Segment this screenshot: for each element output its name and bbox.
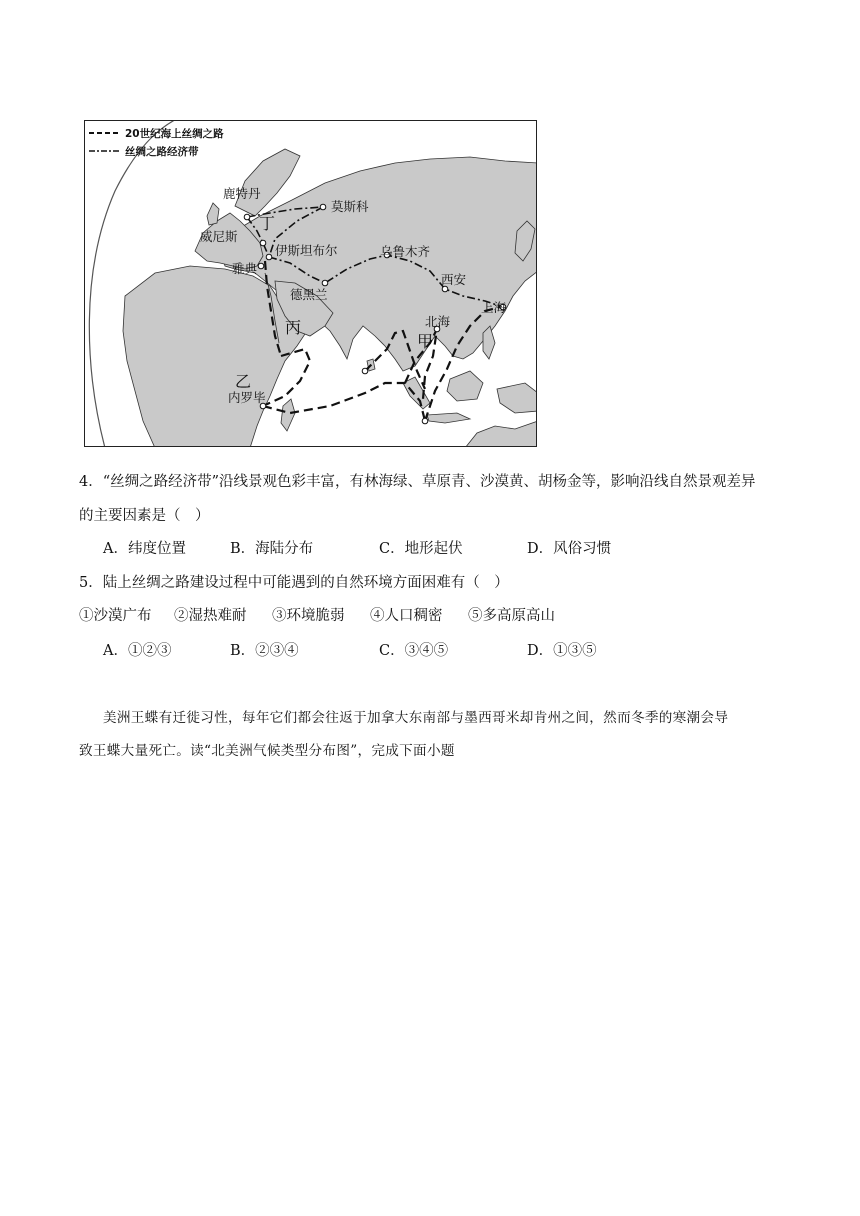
map-svg	[85, 121, 537, 447]
q4-stem-line1: 4．“丝绸之路经济带”沿线景观色彩丰富，有林海绿、草原青、沙漠黄、胡杨金等，影响沿线自然景观差异	[79, 474, 756, 490]
java-land	[427, 413, 470, 423]
label-urumqi: 乌鲁木齐	[380, 244, 431, 259]
label-shanghai: 上海	[481, 300, 507, 315]
marker-jia: 甲	[417, 332, 434, 351]
q4-options	[103, 539, 663, 559]
dot-tehran	[322, 280, 328, 286]
legend-land-label: 丝绸之路经济带	[125, 146, 199, 158]
label-rotterdam: 鹿特丹	[223, 186, 261, 201]
dot-istanbul	[266, 254, 272, 260]
britain-land	[207, 203, 219, 225]
q4-option-c[interactable]: C．地形起伏	[379, 541, 463, 557]
marker-yi: 乙	[235, 372, 252, 391]
australia-land	[465, 421, 537, 447]
label-istanbul: 伊斯坦布尔	[275, 243, 338, 258]
dot-jakarta	[422, 418, 428, 424]
label-moscow: 莫斯科	[331, 199, 369, 214]
q4-option-a[interactable]: A．纬度位置	[103, 541, 186, 557]
q5-item-1: ①沙漠广布	[79, 608, 152, 624]
q5-items	[79, 606, 599, 626]
q4-option-b[interactable]: B．海陆分布	[230, 541, 314, 557]
marker-ding: 丁	[259, 214, 276, 233]
q5-option-b[interactable]: B．②③④	[230, 643, 299, 659]
dot-venice	[260, 240, 266, 246]
q5-item-3: ③环境脆弱	[272, 608, 345, 624]
q4-stem-line2: 的主要因素是（ ）	[79, 508, 210, 524]
label-athens: 雅典	[232, 261, 258, 276]
q5-item-5: ⑤多高原高山	[468, 608, 555, 624]
q5-options	[103, 641, 663, 661]
label-nairobi: 内罗毕	[228, 390, 266, 405]
passage-line2: 致王蝶大量死亡。读“北美洲气候类型分布图”，完成下面小题	[79, 743, 455, 759]
silk-road-map	[84, 120, 537, 447]
q5-item-2: ②湿热难耐	[174, 608, 247, 624]
borneo-land	[447, 371, 483, 401]
dot-moscow	[320, 204, 326, 210]
q5-option-c[interactable]: C．③④⑤	[379, 643, 449, 659]
dot-xian	[442, 286, 448, 292]
dot-athens	[258, 263, 264, 269]
label-tehran: 德黑兰	[290, 287, 328, 302]
q4-option-d[interactable]: D．风俗习惯	[527, 541, 612, 557]
q5-item-4: ④人口稠密	[370, 608, 443, 624]
q5-option-a[interactable]: A．①②③	[103, 643, 172, 659]
q5-option-d[interactable]: D．①③⑤	[527, 643, 597, 659]
sumatra-land	[403, 377, 430, 409]
dot-colombo	[362, 368, 368, 374]
label-xian: 西安	[441, 272, 467, 287]
madagascar-land	[281, 399, 295, 431]
label-venice: 威尼斯	[200, 229, 238, 244]
legend-sea-label: 20世纪海上丝绸之路	[125, 128, 224, 140]
philippines-land	[483, 326, 495, 359]
newguinea-land	[497, 383, 537, 413]
q5-stem: 5．陆上丝绸之路建设过程中可能遇到的自然环境方面困难有（ ）	[79, 575, 509, 591]
passage-line1: 美洲王蝶有迁徙习性，每年它们都会往返于加拿大东南部与墨西哥米却肯州之间，然而冬季的寒潮会导	[103, 710, 729, 726]
dot-rotterdam	[244, 214, 250, 220]
marker-bing: 丙	[285, 318, 302, 337]
label-beihai: 北海	[425, 314, 451, 329]
